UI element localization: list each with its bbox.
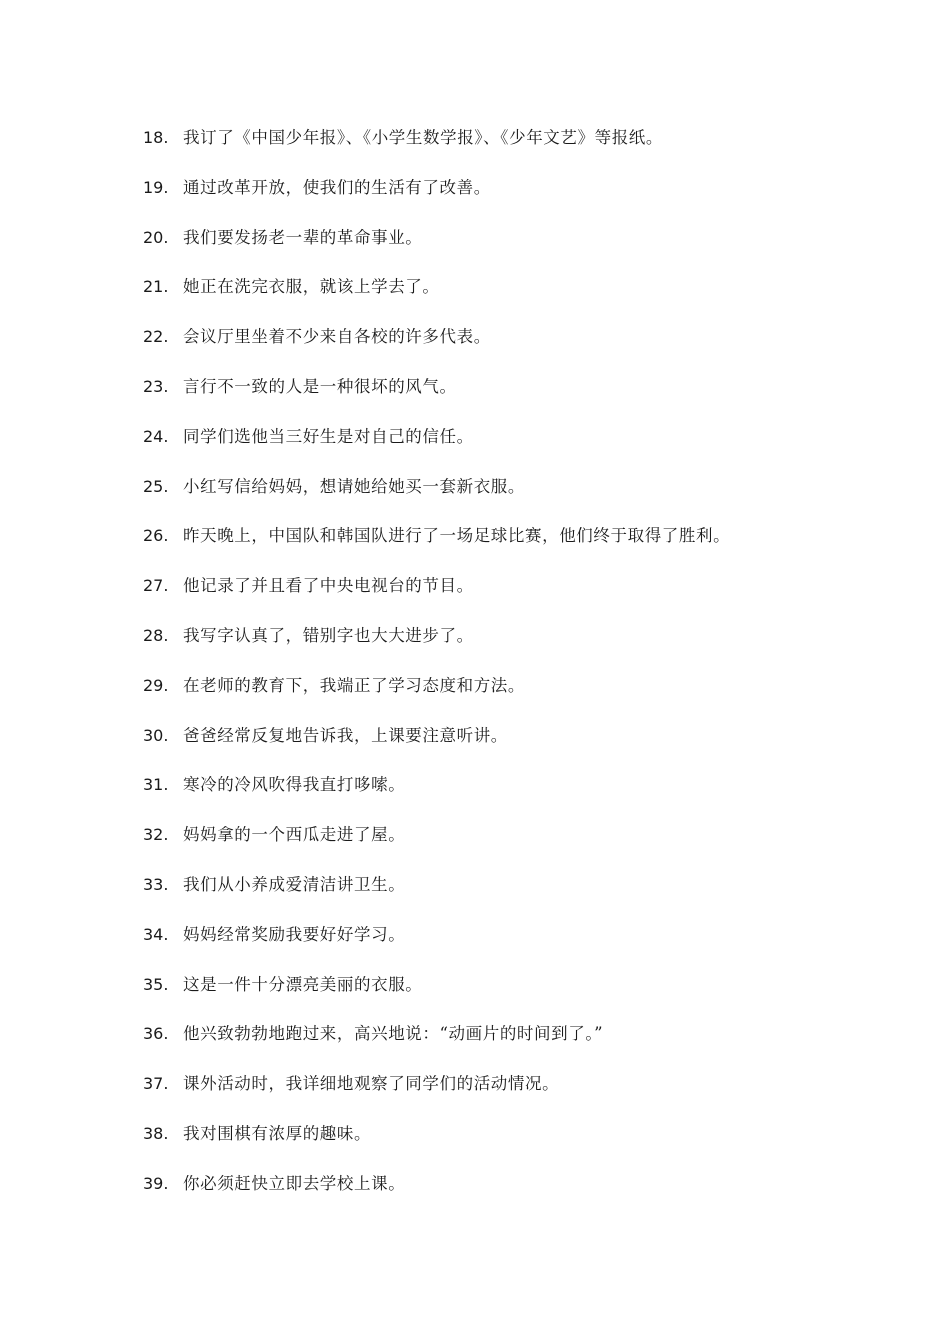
item-text: 小红写信给妈妈，想请她给她买一套新衣服。 bbox=[183, 476, 525, 496]
list-item bbox=[143, 921, 933, 971]
list-item bbox=[143, 672, 933, 722]
item-number: 21. bbox=[143, 277, 169, 297]
list-item bbox=[143, 373, 933, 423]
list-item bbox=[143, 1170, 933, 1220]
item-number: 28. bbox=[143, 625, 169, 645]
item-number: 23. bbox=[143, 376, 169, 396]
item-text: 这是一件十分漂亮美丽的衣服。 bbox=[183, 974, 423, 994]
item-text: 她正在洗完衣服，就该上学去了。 bbox=[183, 277, 440, 297]
item-text: 我们从小养成爱清洁讲卫生。 bbox=[183, 874, 406, 894]
list-item bbox=[143, 224, 933, 274]
item-text: 昨天晚上，中国队和韩国队进行了一场足球比赛，他们终于取得了胜利。 bbox=[183, 526, 731, 546]
item-number: 32. bbox=[143, 825, 169, 845]
item-number: 26. bbox=[143, 526, 169, 546]
item-text: 课外活动时，我详细地观察了同学们的活动情况。 bbox=[183, 1074, 560, 1094]
item-number: 38. bbox=[143, 1123, 169, 1143]
list-item bbox=[143, 522, 933, 572]
item-text: 他兴致勃勃地跑过来，高兴地说：“动画片的时间到了。” bbox=[183, 1024, 604, 1044]
list-item bbox=[143, 572, 933, 622]
list-item bbox=[143, 771, 933, 821]
list-item bbox=[143, 423, 933, 473]
item-number: 31. bbox=[143, 775, 169, 795]
item-text: 通过改革开放，使我们的生活有了改善。 bbox=[183, 177, 491, 197]
item-number: 19. bbox=[143, 177, 169, 197]
list-item bbox=[143, 1020, 933, 1070]
item-text: 我对围棋有浓厚的趣味。 bbox=[183, 1123, 372, 1143]
item-text: 爸爸经常反复地告诉我，上课要注意听讲。 bbox=[183, 725, 508, 745]
item-number: 30. bbox=[143, 725, 169, 745]
item-number: 24. bbox=[143, 426, 169, 446]
item-text: 妈妈经常奖励我要好好学习。 bbox=[183, 924, 406, 944]
item-text: 同学们选他当三好生是对自己的信任。 bbox=[183, 426, 474, 446]
list-item bbox=[143, 124, 933, 174]
item-text: 他记录了并且看了中央电视台的节目。 bbox=[183, 576, 474, 596]
item-number: 22. bbox=[143, 327, 169, 347]
list-item bbox=[143, 622, 933, 672]
item-number: 27. bbox=[143, 576, 169, 596]
item-text: 我订了《中国少年报》、《小学生数学报》、《少年文艺》等报纸。 bbox=[183, 128, 663, 147]
list-item bbox=[143, 473, 933, 523]
list-item bbox=[143, 273, 933, 323]
item-text: 言行不一致的人是一种很坏的风气。 bbox=[183, 376, 457, 396]
item-number: 36. bbox=[143, 1024, 169, 1044]
item-number: 37. bbox=[143, 1074, 169, 1094]
item-text: 我写字认真了，错别字也大大进步了。 bbox=[183, 625, 474, 645]
item-number: 34. bbox=[143, 924, 169, 944]
list-item bbox=[143, 722, 933, 772]
item-text: 会议厅里坐着不少来自各校的许多代表。 bbox=[183, 327, 491, 347]
list-item bbox=[143, 1070, 933, 1120]
list-item bbox=[143, 871, 933, 921]
item-number: 35. bbox=[143, 974, 169, 994]
list-item bbox=[143, 174, 933, 224]
item-number: 20. bbox=[143, 227, 169, 247]
list-item bbox=[143, 971, 933, 1021]
list-item bbox=[143, 1120, 933, 1170]
item-text: 寒冷的冷风吹得我直打哆嗦。 bbox=[183, 775, 406, 795]
item-number: 18. bbox=[143, 128, 169, 147]
item-number: 25. bbox=[143, 476, 169, 496]
list-item bbox=[143, 821, 933, 871]
item-text: 妈妈拿的一个西瓜走进了屋。 bbox=[183, 825, 406, 845]
item-number: 39. bbox=[143, 1173, 169, 1193]
sentence-list bbox=[143, 124, 933, 1220]
item-number: 33. bbox=[143, 874, 169, 894]
list-item bbox=[143, 323, 933, 373]
item-text: 我们要发扬老一辈的革命事业。 bbox=[183, 227, 423, 247]
item-number: 29. bbox=[143, 675, 169, 695]
item-text: 在老师的教育下，我端正了学习态度和方法。 bbox=[183, 675, 525, 695]
item-text: 你必须赶快立即去学校上课。 bbox=[183, 1173, 406, 1193]
